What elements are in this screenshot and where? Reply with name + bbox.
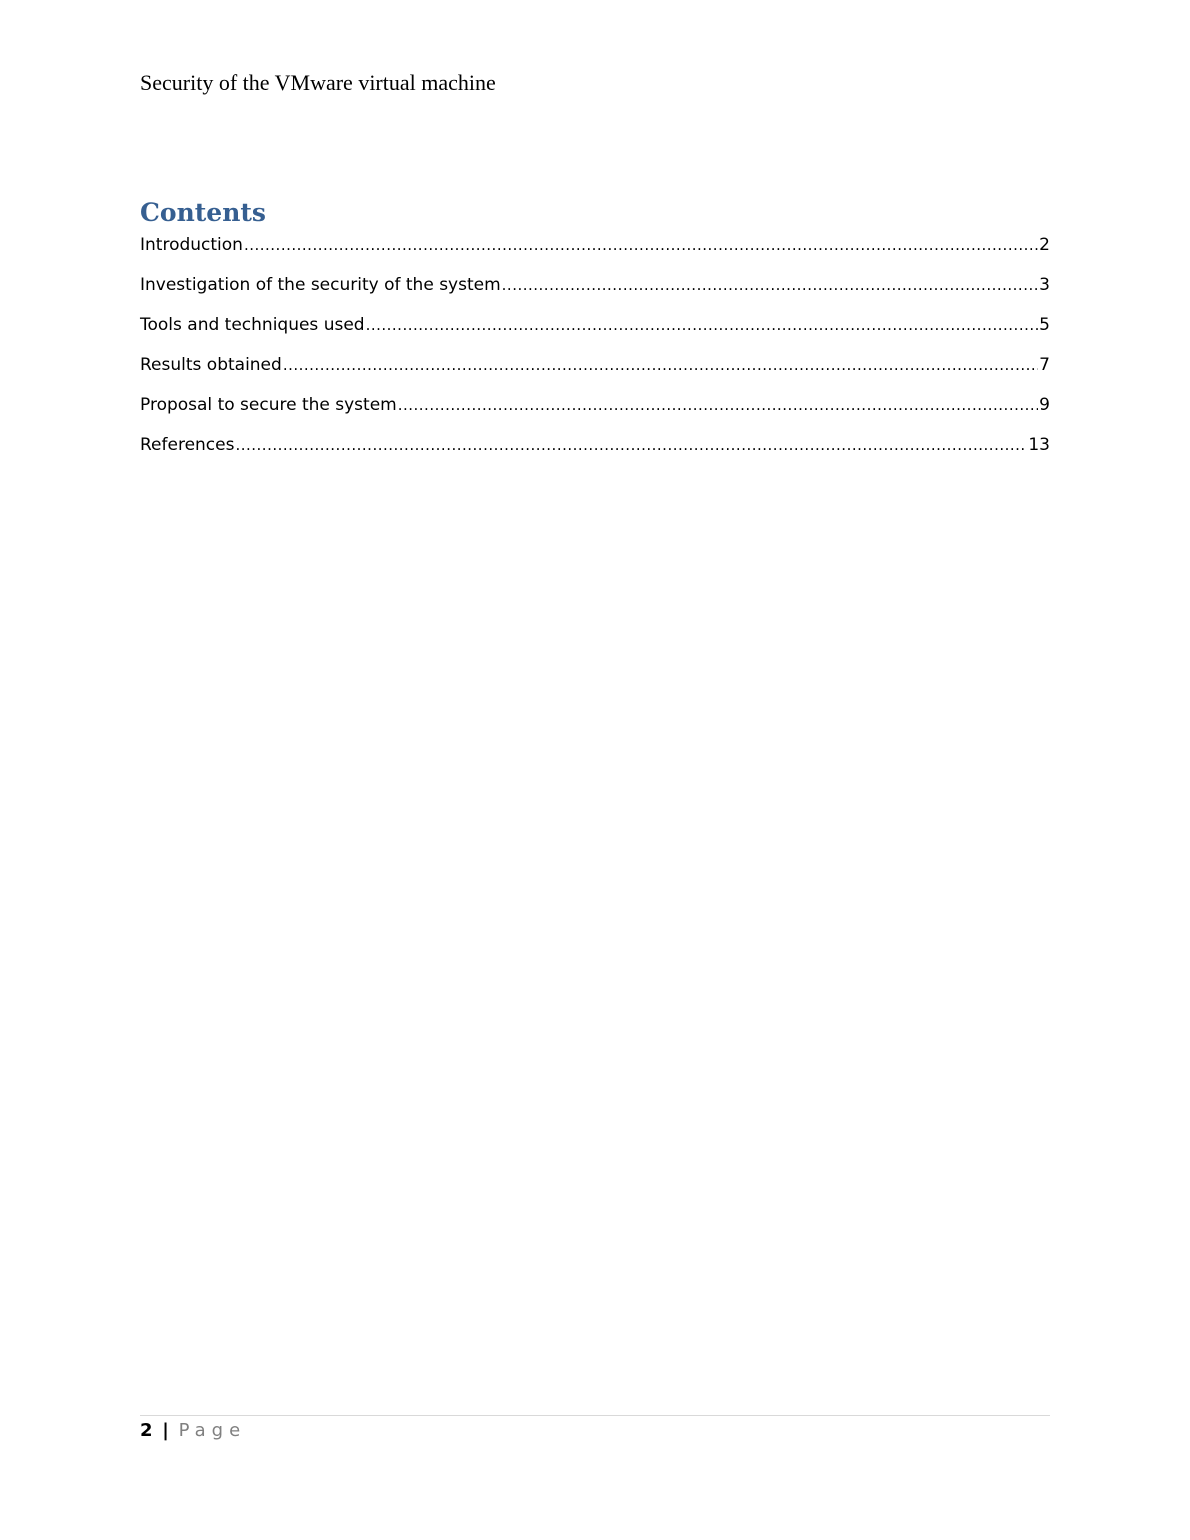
toc-entry-title: Tools and techniques used xyxy=(140,315,365,335)
toc-dot-leader xyxy=(244,233,1038,257)
toc-entry-introduction[interactable] xyxy=(140,233,1050,273)
toc-entry-tools[interactable] xyxy=(140,313,1050,353)
toc-list xyxy=(140,233,1050,473)
toc-dot-leader xyxy=(502,273,1039,297)
toc-heading: Contents xyxy=(140,198,267,227)
toc-entry-page: 7 xyxy=(1039,355,1050,375)
running-header: Security of the VMware virtual machine xyxy=(140,70,496,95)
toc-entry-page: 13 xyxy=(1028,435,1050,455)
toc-entry-page: 5 xyxy=(1039,315,1050,335)
toc-entry-title: Introduction xyxy=(140,235,243,255)
toc-entry-title: Results obtained xyxy=(140,355,282,375)
toc-entry-proposal[interactable] xyxy=(140,393,1050,433)
toc-dot-leader xyxy=(235,433,1027,457)
toc-entry-page: 3 xyxy=(1039,275,1050,295)
toc-entry-title: References xyxy=(140,435,235,455)
toc-dot-leader xyxy=(398,393,1038,417)
toc-dot-leader xyxy=(283,353,1038,377)
toc-entry-results[interactable] xyxy=(140,353,1050,393)
toc-entry-title: Investigation of the security of the system xyxy=(140,275,501,295)
toc-entry-page: 9 xyxy=(1039,395,1050,415)
footer-separator: | xyxy=(162,1420,169,1441)
footer-divider xyxy=(140,1415,1050,1416)
table-of-contents xyxy=(140,196,1050,473)
footer-page-number: 2 xyxy=(140,1420,153,1441)
toc-entry-investigation[interactable] xyxy=(140,273,1050,313)
toc-entry-page: 2 xyxy=(1039,235,1050,255)
toc-dot-leader xyxy=(366,313,1039,337)
toc-entry-references[interactable] xyxy=(140,433,1050,473)
footer-page-label: Page xyxy=(178,1420,247,1441)
page-footer xyxy=(140,1420,246,1441)
toc-entry-title: Proposal to secure the system xyxy=(140,395,397,415)
